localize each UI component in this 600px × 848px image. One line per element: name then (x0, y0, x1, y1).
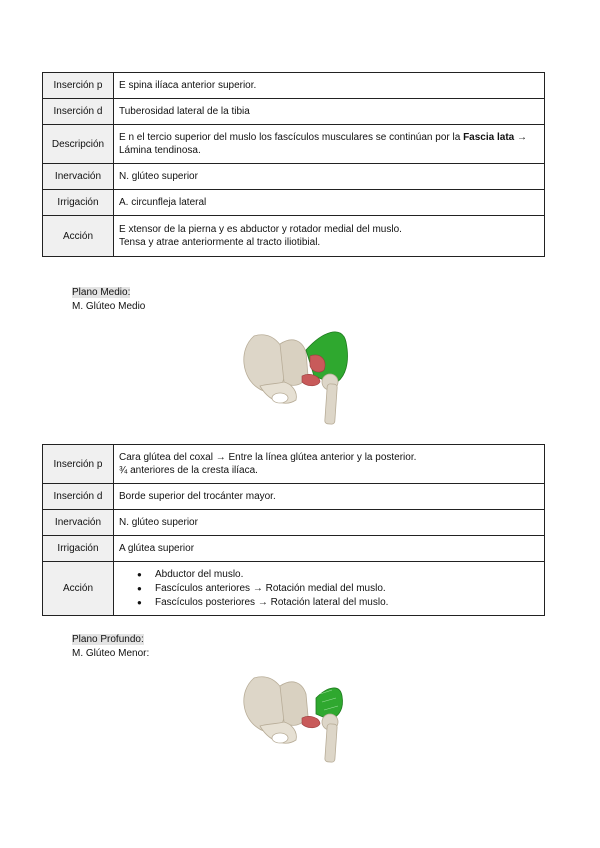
row-value (114, 216, 545, 257)
row-value (114, 562, 545, 616)
description-text: E n el tercio superior del muslo los fascículos musculares se continúan por la (119, 132, 464, 143)
row-label: Irrigación (43, 536, 114, 562)
table-row (43, 510, 545, 536)
row-value: A. circunfleja lateral (114, 190, 545, 216)
action-line: E xtensor de la pierna y es abductor y rotador medial del muslo. (119, 224, 402, 235)
description-bold-term: Fascia lata (463, 132, 515, 143)
table-row (43, 484, 545, 510)
row-label: Irrigación (43, 190, 114, 216)
row-label: Acción (43, 562, 114, 616)
description-text-end: → Lámina tendinosa. (119, 132, 527, 156)
list-item: ● Abductor del muslo. (155, 568, 539, 582)
list-item: ● Fascículos posteriores → Rotación lateral del muslo. (155, 596, 539, 610)
table-row (43, 99, 545, 125)
table-row (43, 536, 545, 562)
plane-label: Plano Medio: (72, 287, 131, 298)
pelvis-illustration-gluteo-menor (236, 664, 358, 764)
row-value: N. glúteo superior (114, 164, 545, 190)
table-row (43, 164, 545, 190)
plane-label: Plano Profundo: (72, 634, 144, 645)
row-label: Acción (43, 216, 114, 257)
row-value: A glútea superior (114, 536, 545, 562)
table-row (43, 190, 545, 216)
action-bullet-list (119, 568, 539, 610)
row-value (114, 125, 545, 164)
table-row (43, 562, 545, 616)
muscle-name: M. Glúteo Medio (72, 301, 146, 312)
row-value (114, 445, 545, 484)
row-label: Descripción (43, 125, 114, 164)
row-label: Inserción p (43, 73, 114, 99)
table-row (43, 73, 545, 99)
muscle-table-2 (42, 444, 545, 616)
section-caption-medio (72, 286, 145, 314)
insertion-line: ¾ anteriores de la cresta ilíaca. (119, 465, 258, 476)
row-label: Inervación (43, 510, 114, 536)
row-value: E spina ilíaca anterior superior. (114, 73, 545, 99)
row-value: Tuberosidad lateral de la tibia (114, 99, 545, 125)
table-row (43, 125, 545, 164)
muscle-name: M. Glúteo Menor: (72, 648, 150, 659)
row-label: Inserción d (43, 484, 114, 510)
pelvis-illustration-gluteo-medio (236, 318, 358, 426)
row-value: N. glúteo superior (114, 510, 545, 536)
list-item: ● Fascículos anteriores → Rotación medial del muslo. (155, 582, 539, 596)
insertion-line: Cara glútea del coxal → Entre la línea glútea anterior y la posterior. (119, 452, 417, 463)
row-label: Inserción d (43, 99, 114, 125)
row-label: Inervación (43, 164, 114, 190)
row-value: Borde superior del trocánter mayor. (114, 484, 545, 510)
row-label: Inserción p (43, 445, 114, 484)
muscle-table-1 (42, 72, 545, 257)
section-caption-profundo (72, 633, 149, 661)
table-row (43, 445, 545, 484)
action-line: Tensa y atrae anteriormente al tracto iliotibial. (119, 237, 321, 248)
table-row (43, 216, 545, 257)
